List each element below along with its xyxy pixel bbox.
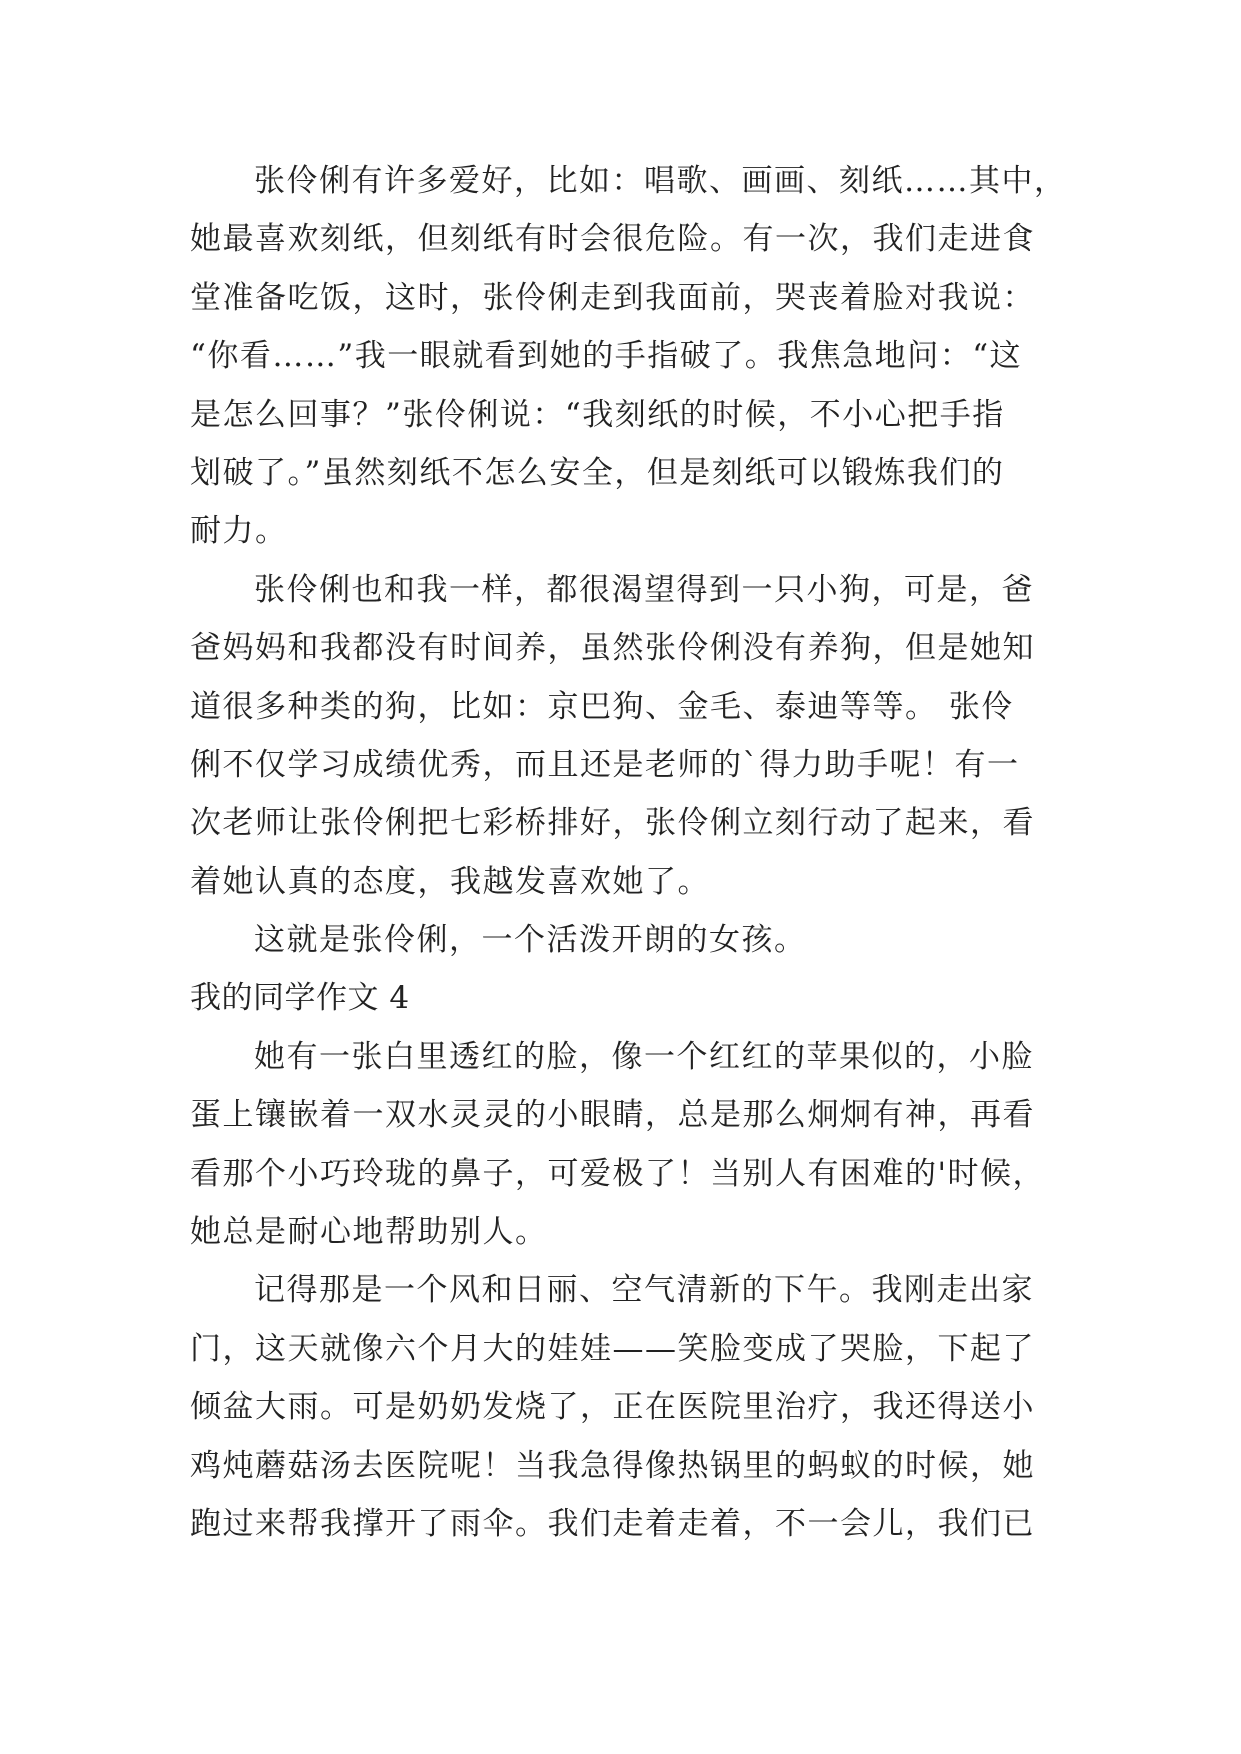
paragraph: [190, 561, 1070, 911]
text-line: 她有一张白里透红的脸，像一个红红的苹果似的，小脸: [254, 1038, 1034, 1075]
paragraph: [190, 152, 1070, 561]
text-line: 着她认真的态度，我越发喜欢她了。: [190, 863, 710, 900]
text-line: 划破了。”虽然刻纸不怎么安全，但是刻纸可以锻炼我们的: [190, 454, 1005, 491]
document-body: [190, 152, 1070, 1553]
text-line: 俐不仅学习成绩优秀，而且还是老师的`得力助手呢！有一: [190, 746, 1020, 783]
text-line: 张伶俐也和我一样，都很渴望得到一只小狗，可是，爸: [254, 571, 1034, 608]
text-line: 门，这天就像六个月大的娃娃——笑脸变成了哭脸，下起了: [190, 1330, 1035, 1367]
text-line: 张伶俐有许多爱好，比如：唱歌、画画、刻纸……其中，: [254, 163, 1067, 199]
text-line: 耐力。: [190, 513, 288, 550]
text-line: 跑过来帮我撑开了雨伞。我们走着走着，不一会儿，我们已: [190, 1505, 1035, 1542]
text-line: 堂准备吃饭，这时，张伶俐走到我面前，哭丧着脸对我说：: [190, 279, 1035, 316]
text-line: 爸妈妈和我都没有时间养，虽然张伶俐没有养狗，但是她知: [190, 630, 1035, 667]
text-line: 记得那是一个风和日丽、空气清新的下午。我刚走出家: [254, 1272, 1034, 1309]
text-line: 蛋上镶嵌着一双水灵灵的小眼睛，总是那么炯炯有神，再看: [190, 1097, 1035, 1134]
text-line: 次老师让张伶俐把七彩桥排好，张伶俐立刻行动了起来，看: [190, 805, 1035, 842]
paragraph: [190, 1028, 1070, 1262]
text-line: 这就是张伶俐，一个活泼开朗的女孩。: [254, 922, 807, 959]
text-line: 她总是耐心地帮助别人。: [190, 1214, 548, 1251]
text-line: 倾盆大雨。可是奶奶发烧了，正在医院里治疗，我还得送小: [190, 1389, 1035, 1426]
text-line: “你看……”我一眼就看到她的手指破了。我焦急地问：“这: [190, 338, 1023, 375]
text-line: 鸡炖蘑菇汤去医院呢！当我急得像热锅里的蚂蚁的时候，她: [190, 1447, 1035, 1484]
text-line: 看那个小巧玲珑的鼻子，可爱极了！当别人有困难的'时候，: [190, 1155, 1046, 1192]
text-line: 她最喜欢刻纸，但刻纸有时会很危险。有一次，我们走进食: [190, 221, 1035, 258]
text-line: 道很多种类的狗，比如：京巴狗、金毛、泰迪等等。 张伶: [190, 688, 1014, 725]
paragraph: [190, 911, 1070, 969]
paragraph: [190, 1261, 1070, 1553]
section-heading: 我的同学作文 4: [190, 980, 410, 1017]
text-line: 是怎么回事？”张伶俐说：“我刻纸的时候，不小心把手指: [190, 396, 1005, 433]
